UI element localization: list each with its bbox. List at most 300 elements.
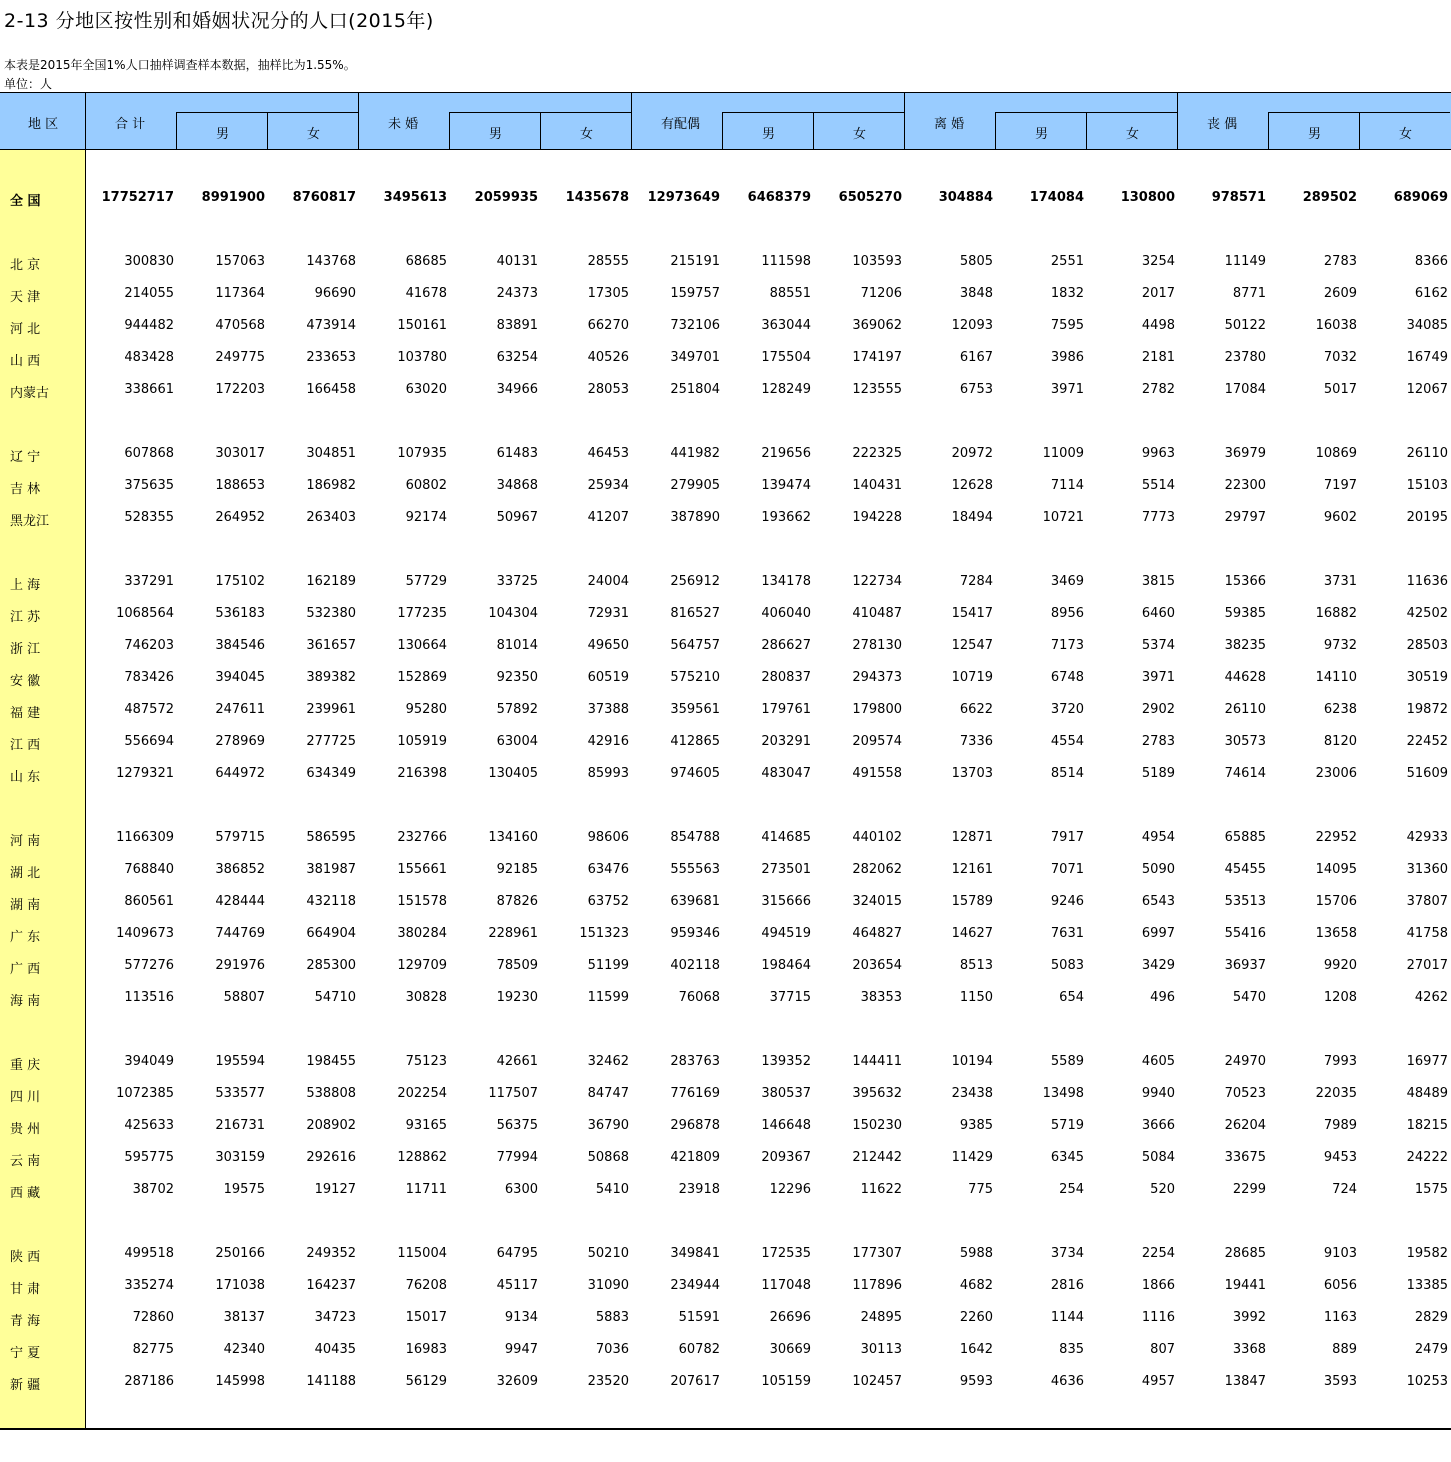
table-cell: 6543 [1141, 894, 1175, 909]
header-sub-divider [449, 112, 450, 150]
table-cell: 28685 [1224, 1246, 1266, 1261]
table-cell: 13703 [951, 766, 993, 781]
table-cell: 14095 [1315, 862, 1357, 877]
table-cell: 2783 [1323, 254, 1357, 269]
table-cell: 414685 [761, 830, 811, 845]
table-cell: 30573 [1224, 734, 1266, 749]
region-name: 广 西 [10, 962, 41, 977]
region-name: 福 建 [10, 706, 41, 721]
table-cell: 406040 [761, 606, 811, 621]
table-cell: 54710 [314, 990, 356, 1005]
table-cell: 491558 [852, 766, 902, 781]
table-cell: 9732 [1323, 638, 1357, 653]
region-name: 陕 西 [10, 1250, 41, 1265]
table-cell: 16749 [1406, 350, 1448, 365]
table-cell: 732106 [670, 318, 720, 333]
table-cell: 5988 [959, 1246, 993, 1261]
table-cell: 11711 [405, 1182, 447, 1197]
table-cell: 835 [1059, 1342, 1084, 1357]
table-cell: 12161 [951, 862, 993, 877]
table-cell: 3254 [1141, 254, 1175, 269]
table-cell: 664904 [306, 926, 356, 941]
table-cell: 555563 [670, 862, 720, 877]
region-name: 河 北 [10, 322, 41, 337]
table-cell: 4957 [1141, 1374, 1175, 1389]
table-cell: 209574 [852, 734, 902, 749]
table-cell: 122734 [852, 574, 902, 589]
table-row [0, 1084, 1451, 1104]
table-cell: 93165 [405, 1118, 447, 1133]
table-cell: 280837 [761, 670, 811, 685]
table-cell: 13385 [1406, 1278, 1448, 1293]
table-cell: 198455 [306, 1054, 356, 1069]
table-cell: 3368 [1232, 1342, 1266, 1357]
region-name: 甘 肃 [10, 1282, 41, 1297]
table-cell: 56129 [405, 1374, 447, 1389]
region-name: 贵 州 [10, 1122, 41, 1137]
table-cell: 107935 [397, 446, 447, 461]
table-cell: 384546 [215, 638, 265, 653]
table-cell: 6622 [959, 702, 993, 717]
region-column-background [0, 150, 85, 1429]
table-cell: 14627 [951, 926, 993, 941]
table-cell: 27017 [1406, 958, 1448, 973]
table-row [0, 476, 1451, 496]
table-cell: 11149 [1224, 254, 1266, 269]
header-group-label: 离 婚 [934, 117, 965, 132]
table-cell: 40435 [314, 1342, 356, 1357]
table-cell: 59385 [1224, 606, 1266, 621]
table-cell: 369062 [852, 318, 902, 333]
table-cell: 30669 [769, 1342, 811, 1357]
table-cell: 214055 [124, 286, 174, 301]
table-cell: 10719 [951, 670, 993, 685]
table-row [0, 1052, 1451, 1072]
table-cell: 7336 [959, 734, 993, 749]
table-cell: 6753 [959, 382, 993, 397]
table-cell: 12871 [951, 830, 993, 845]
table-cell: 6056 [1323, 1278, 1357, 1293]
header-female: 女 [307, 127, 321, 142]
header-group-label: 未 婚 [388, 117, 419, 132]
table-cell: 174084 [1029, 190, 1084, 205]
table-cell: 117364 [215, 286, 265, 301]
table-cell: 36790 [587, 1118, 629, 1133]
table-cell: 53513 [1224, 894, 1266, 909]
table-cell: 15789 [951, 894, 993, 909]
table-cell: 151578 [397, 894, 447, 909]
table-cell: 151323 [579, 926, 629, 941]
table-row-total [0, 188, 1451, 208]
table-cell: 9963 [1141, 446, 1175, 461]
table-cell: 1150 [959, 990, 993, 1005]
table-cell: 17305 [587, 286, 629, 301]
table-cell: 105919 [397, 734, 447, 749]
table-cell: 29797 [1224, 510, 1266, 525]
table-cell: 639681 [670, 894, 720, 909]
table-cell: 92185 [496, 862, 538, 877]
table-cell: 30113 [860, 1342, 902, 1357]
table-cell: 7773 [1141, 510, 1175, 525]
table-cell: 198464 [761, 958, 811, 973]
table-cell: 74614 [1224, 766, 1266, 781]
table-cell: 34085 [1406, 318, 1448, 333]
table-cell: 103593 [852, 254, 902, 269]
table-cell: 19582 [1406, 1246, 1448, 1261]
table-cell: 38353 [860, 990, 902, 1005]
table-cell: 130800 [1120, 190, 1175, 205]
table-cell: 34723 [314, 1310, 356, 1325]
table-cell: 11622 [860, 1182, 902, 1197]
table-cell: 8956 [1050, 606, 1084, 621]
table-cell: 5589 [1050, 1054, 1084, 1069]
table-row [0, 316, 1451, 336]
table-cell: 82775 [132, 1342, 174, 1357]
table-cell: 1866 [1141, 1278, 1175, 1293]
table-cell: 289502 [1302, 190, 1357, 205]
table-cell: 22035 [1315, 1086, 1357, 1101]
table-cell: 128249 [761, 382, 811, 397]
table-cell: 607868 [124, 446, 174, 461]
table-cell: 3495613 [383, 190, 447, 205]
table-cell: 363044 [761, 318, 811, 333]
table-cell: 19230 [496, 990, 538, 1005]
header-sub-divider [813, 112, 814, 150]
table-cell: 15366 [1224, 574, 1266, 589]
table-cell: 34868 [496, 478, 538, 493]
table-cell: 273501 [761, 862, 811, 877]
table-cell: 1409673 [116, 926, 174, 941]
table-cell: 76068 [678, 990, 720, 1005]
table-cell: 6167 [959, 350, 993, 365]
table-cell: 6748 [1050, 670, 1084, 685]
table-cell: 115004 [397, 1246, 447, 1261]
table-cell: 4954 [1141, 830, 1175, 845]
table-cell: 304884 [938, 190, 993, 205]
table-cell: 978571 [1211, 190, 1266, 205]
table-cell: 188653 [215, 478, 265, 493]
region-name: 新 疆 [10, 1378, 41, 1393]
table-cell: 3429 [1141, 958, 1175, 973]
table-cell: 72860 [132, 1310, 174, 1325]
table-cell: 5470 [1232, 990, 1266, 1005]
table-cell: 84747 [587, 1086, 629, 1101]
table-cell: 249352 [306, 1246, 356, 1261]
region-name: 西 藏 [10, 1186, 41, 1201]
table-cell: 644972 [215, 766, 265, 781]
table-cell: 203291 [761, 734, 811, 749]
table-cell: 215191 [670, 254, 720, 269]
table-cell: 776169 [670, 1086, 720, 1101]
table-cell: 33675 [1224, 1150, 1266, 1165]
header-group-label: 丧 偶 [1207, 117, 1238, 132]
table-cell: 19575 [223, 1182, 265, 1197]
table-row [0, 572, 1451, 592]
table-cell: 7631 [1050, 926, 1084, 941]
table-cell: 32462 [587, 1054, 629, 1069]
table-cell: 1642 [959, 1342, 993, 1357]
table-cell: 19127 [314, 1182, 356, 1197]
table-cell: 152869 [397, 670, 447, 685]
table-cell: 10869 [1315, 446, 1357, 461]
table-cell: 7993 [1323, 1054, 1357, 1069]
table-cell: 10253 [1406, 1374, 1448, 1389]
table-cell: 92350 [496, 670, 538, 685]
table-row [0, 284, 1451, 304]
table-cell: 425633 [124, 1118, 174, 1133]
table-cell: 130664 [397, 638, 447, 653]
table-cell: 139474 [761, 478, 811, 493]
table-cell: 7197 [1323, 478, 1357, 493]
table-row [0, 444, 1451, 464]
table-cell: 263403 [306, 510, 356, 525]
table-cell: 2783 [1141, 734, 1175, 749]
table-cell: 532380 [306, 606, 356, 621]
table-cell: 296878 [670, 1118, 720, 1133]
table-cell: 117896 [852, 1278, 902, 1293]
unit-note: 单位：人 [4, 77, 53, 91]
table-cell: 150230 [852, 1118, 902, 1133]
table-cell: 123555 [852, 382, 902, 397]
table-cell: 2816 [1050, 1278, 1084, 1293]
table-cell: 23520 [587, 1374, 629, 1389]
table-cell: 579715 [215, 830, 265, 845]
page-title: 2-13 分地区按性别和婚姻状况分的人口(2015年) [4, 10, 434, 32]
table-cell: 3971 [1050, 382, 1084, 397]
table-row [0, 764, 1451, 784]
table-row [0, 700, 1451, 720]
table-cell: 78509 [496, 958, 538, 973]
table-cell: 22452 [1406, 734, 1448, 749]
table-cell: 2260 [959, 1310, 993, 1325]
table-cell: 216398 [397, 766, 447, 781]
table-cell: 6300 [504, 1182, 538, 1197]
table-cell: 2017 [1141, 286, 1175, 301]
table-row [0, 636, 1451, 656]
table-cell: 744769 [215, 926, 265, 941]
table-cell: 186982 [306, 478, 356, 493]
table-cell: 7989 [1323, 1118, 1357, 1133]
table-cell: 586595 [306, 830, 356, 845]
table-cell: 63752 [587, 894, 629, 909]
table-cell: 487572 [124, 702, 174, 717]
table-cell: 3815 [1141, 574, 1175, 589]
table-cell: 40526 [587, 350, 629, 365]
table-cell: 66270 [587, 318, 629, 333]
table-cell: 264952 [215, 510, 265, 525]
table-cell: 48489 [1406, 1086, 1448, 1101]
table-cell: 195594 [215, 1054, 265, 1069]
table-row [0, 956, 1451, 976]
table-cell: 359561 [670, 702, 720, 717]
table-cell: 402118 [670, 958, 720, 973]
table-cell: 5084 [1141, 1150, 1175, 1165]
table-cell: 42502 [1406, 606, 1448, 621]
region-name: 山 东 [10, 770, 41, 785]
table-cell: 102457 [852, 1374, 902, 1389]
table-cell: 520 [1150, 1182, 1175, 1197]
header-group-divider [358, 93, 359, 150]
region-name: 湖 北 [10, 866, 41, 881]
table-cell: 496 [1150, 990, 1175, 1005]
table-cell: 440102 [852, 830, 902, 845]
table-cell: 380284 [397, 926, 447, 941]
table-cell: 63020 [405, 382, 447, 397]
table-cell: 959346 [670, 926, 720, 941]
table-cell: 41678 [405, 286, 447, 301]
table-cell: 57729 [405, 574, 447, 589]
table-cell: 7036 [595, 1342, 629, 1357]
table-cell: 421809 [670, 1150, 720, 1165]
table-row [0, 1148, 1451, 1168]
table-cell: 28053 [587, 382, 629, 397]
table-cell: 410487 [852, 606, 902, 621]
header-group-divider [631, 93, 632, 150]
table-cell: 144411 [852, 1054, 902, 1069]
table-cell: 9385 [959, 1118, 993, 1133]
table-cell: 233653 [306, 350, 356, 365]
table-cell: 41207 [587, 510, 629, 525]
table-cell: 5083 [1050, 958, 1084, 973]
table-cell: 50122 [1224, 318, 1266, 333]
table-cell: 283763 [670, 1054, 720, 1069]
table-cell: 22300 [1224, 478, 1266, 493]
region-name: 上 海 [10, 578, 41, 593]
table-cell: 564757 [670, 638, 720, 653]
table-row [0, 508, 1451, 528]
table-cell: 428444 [215, 894, 265, 909]
table-cell: 219656 [761, 446, 811, 461]
table-cell: 172535 [761, 1246, 811, 1261]
table-cell: 2902 [1141, 702, 1175, 717]
table-cell: 19872 [1406, 702, 1448, 717]
table-cell: 60519 [587, 670, 629, 685]
table-cell: 285300 [306, 958, 356, 973]
table-cell: 768840 [124, 862, 174, 877]
table-cell: 72931 [587, 606, 629, 621]
table-cell: 256912 [670, 574, 720, 589]
region-name: 河 南 [10, 834, 41, 849]
table-cell: 303017 [215, 446, 265, 461]
table-row [0, 668, 1451, 688]
table-cell: 37388 [587, 702, 629, 717]
table-cell: 77994 [496, 1150, 538, 1165]
table-cell: 9947 [504, 1342, 538, 1357]
table-cell: 202254 [397, 1086, 447, 1101]
header-male: 男 [762, 127, 776, 142]
table-cell: 113516 [124, 990, 174, 1005]
header-male: 男 [1035, 127, 1049, 142]
table-cell: 7114 [1050, 478, 1084, 493]
table-cell: 175504 [761, 350, 811, 365]
table-cell: 286627 [761, 638, 811, 653]
table-cell: 18494 [951, 510, 993, 525]
table-cell: 45455 [1224, 862, 1266, 877]
table-cell: 473914 [306, 318, 356, 333]
header-sub-divider [176, 112, 177, 150]
table-cell: 155661 [397, 862, 447, 877]
table-cell: 130405 [488, 766, 538, 781]
table-cell: 8991900 [201, 190, 265, 205]
table-row [0, 1276, 1451, 1296]
table-cell: 44628 [1224, 670, 1266, 685]
table-cell: 381987 [306, 862, 356, 877]
table-cell: 807 [1150, 1342, 1175, 1357]
table-cell: 203654 [852, 958, 902, 973]
table-cell: 13498 [1042, 1086, 1084, 1101]
table-row [0, 1244, 1451, 1264]
table-cell: 5090 [1141, 862, 1175, 877]
table-cell: 60802 [405, 478, 447, 493]
table-cell: 51591 [678, 1310, 720, 1325]
table-cell: 2782 [1141, 382, 1175, 397]
header-sub-divider [722, 112, 723, 150]
table-cell: 4605 [1141, 1054, 1175, 1069]
table-cell: 5189 [1141, 766, 1175, 781]
table-cell: 2299 [1232, 1182, 1266, 1197]
table-cell: 2829 [1414, 1310, 1448, 1325]
table-cell: 194228 [852, 510, 902, 525]
table-cell: 134178 [761, 574, 811, 589]
header-group-label: 有配偶 [661, 117, 701, 132]
table-cell: 117048 [761, 1278, 811, 1293]
table-cell: 22952 [1315, 830, 1357, 845]
table-cell: 193662 [761, 510, 811, 525]
table-cell: 12547 [951, 638, 993, 653]
table-cell: 38137 [223, 1310, 265, 1325]
table-cell: 222325 [852, 446, 902, 461]
table-cell: 19441 [1224, 1278, 1266, 1293]
header-sub-divider [1359, 112, 1360, 150]
header-female: 女 [853, 127, 867, 142]
table-cell: 282062 [852, 862, 902, 877]
table-cell: 12296 [769, 1182, 811, 1197]
header-sub-divider [1268, 112, 1269, 150]
table-cell: 30519 [1406, 670, 1448, 685]
table-cell: 394045 [215, 670, 265, 685]
table-cell: 5374 [1141, 638, 1175, 653]
table-cell: 9593 [959, 1374, 993, 1389]
table-row [0, 348, 1451, 368]
header-sub-divider [540, 112, 541, 150]
table-cell: 11429 [951, 1150, 993, 1165]
table-cell: 324015 [852, 894, 902, 909]
table-cell: 24895 [860, 1310, 902, 1325]
table-cell: 18215 [1406, 1118, 1448, 1133]
table-cell: 55416 [1224, 926, 1266, 941]
header-sub-divider [995, 112, 996, 150]
table-row [0, 860, 1451, 880]
table-cell: 441982 [670, 446, 720, 461]
table-cell: 854788 [670, 830, 720, 845]
table-cell: 12628 [951, 478, 993, 493]
table-cell: 6238 [1323, 702, 1357, 717]
table-cell: 6162 [1414, 286, 1448, 301]
table-cell: 28555 [587, 254, 629, 269]
table-cell: 8760817 [292, 190, 356, 205]
table-cell: 300830 [124, 254, 174, 269]
region-name: 浙 江 [10, 642, 41, 657]
table-row [0, 252, 1451, 272]
table-cell: 8514 [1050, 766, 1084, 781]
region-name: 天 津 [10, 290, 41, 305]
table-cell: 1832 [1050, 286, 1084, 301]
table-cell: 38235 [1224, 638, 1266, 653]
header-sub-divider [1086, 112, 1087, 150]
table-cell: 45117 [496, 1278, 538, 1293]
header-female: 女 [580, 127, 594, 142]
table-cell: 70523 [1224, 1086, 1266, 1101]
